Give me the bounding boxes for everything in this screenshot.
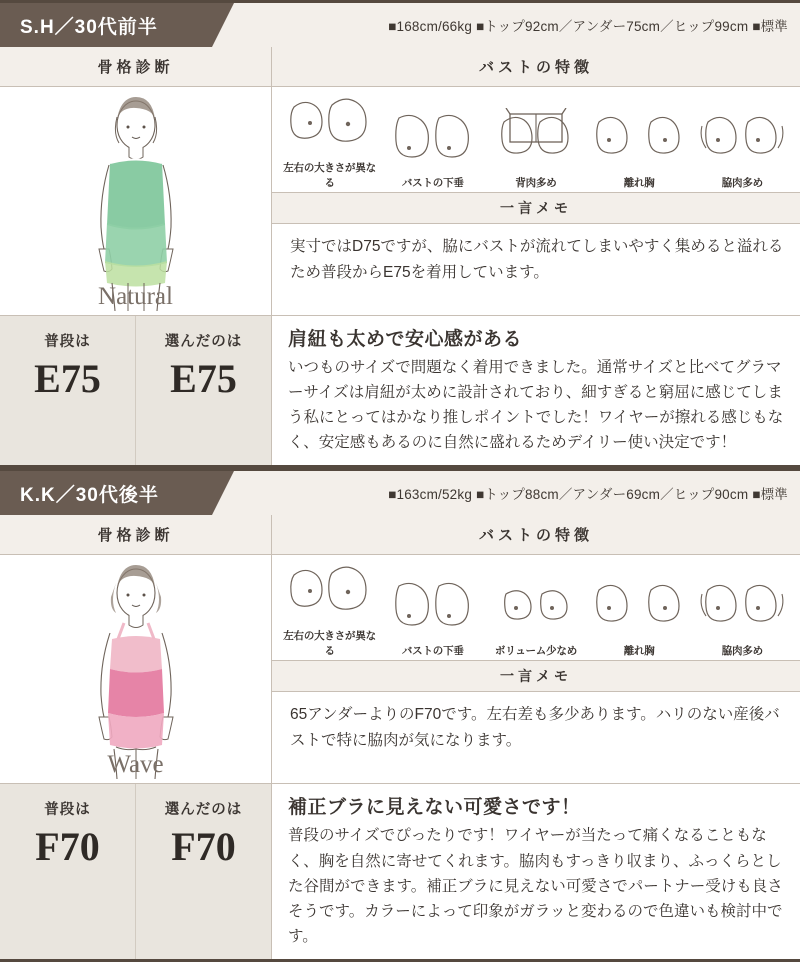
bust-feature-item: [282, 93, 378, 190]
column-header-bust-1: バストの特徴: [478, 59, 593, 76]
reviewer-stats-2: ■163cm/52kg ■トップ88cm／アンダー69cm／ヒップ90cm ■標準: [388, 487, 788, 503]
bust-feature-item: [591, 108, 687, 190]
comment-cell-1: [272, 316, 800, 465]
reviewer-stats-1: ■168cm/66kg ■トップ92cm／アンダー75cm／ヒップ99cm ■標準: [388, 19, 788, 34]
bust-feature-item: [488, 108, 584, 190]
bust-icon-sagging: [389, 576, 477, 636]
review-header-1: [0, 3, 800, 47]
usual-size-value-2: F70: [35, 824, 100, 870]
usual-size-label-1: 普段は: [44, 334, 91, 350]
comment-cell-2: [272, 784, 800, 959]
usual-size-box-1: [0, 316, 135, 465]
bust-feature-caption: バストの下垂: [401, 645, 464, 658]
review-body-1: [0, 87, 800, 316]
column-headers-2: [0, 515, 800, 555]
comment-text-1: いつものサイズで問題なく着用できました。通常サイズと比べてグラマーサイズは肩紐が太めに設計されており、細すぎると窮屈に感じてしまう私にとってはかなり推しポイントでした！ワイヤーが擦れる感じもなく、安定感もあるのに自然に盛れるためデイリー使い決定です！: [288, 359, 784, 452]
bust-feature-item: [488, 576, 584, 658]
bust-icon-side-fat: [698, 576, 786, 636]
bust-feature-item: [385, 576, 481, 658]
figure-cell-1: [0, 87, 272, 315]
usual-size-label-2: 普段は: [44, 802, 91, 819]
review-block-2: [0, 468, 800, 962]
column-header-skeleton-2: 骨格診断: [0, 515, 272, 554]
bust-feature-caption: 左右の大きさが異なる: [283, 630, 376, 658]
body-illustration-wave: [36, 561, 236, 783]
column-header-bust-2: バストの特徴: [478, 527, 593, 545]
bust-icon-wide-set: [595, 576, 683, 636]
bust-feature-row-2: [272, 555, 800, 660]
memo-header-2: 一言メモ: [272, 660, 800, 692]
bust-icon-sagging: [389, 108, 477, 168]
memo-text-2: 65アンダーよりのF70です。左右差も多少あります。ハリのない産後バストで特に脇肉が気になります。: [290, 706, 780, 749]
bust-feature-caption: 離れ胸: [623, 177, 655, 189]
review-bottom-2: [0, 784, 800, 962]
bust-feature-item: [591, 576, 687, 658]
skeleton-type-label-2: Wave: [107, 751, 164, 779]
comment-title-1: 肩紐も太めで安心感がある: [288, 329, 523, 350]
chosen-size-box-1: [135, 316, 271, 465]
review-block-1: [0, 0, 800, 468]
comment-text-2: 普段のサイズでぴったりです！ワイヤーが当たって痛くなることもなく、胸を自然に寄せてくれます。脇肉もすっきり収まり、ふっくらとした谷間ができます。補正ブラに見えない可愛さでパートナー受けも良さそうです。カラーによって印象がガラッと変わるので色違いも検討中です。: [288, 827, 783, 945]
bust-feature-caption: ボリューム少なめ: [494, 645, 578, 658]
bust-icon-back-fat: [492, 108, 580, 168]
figure-cell-2: [0, 555, 272, 783]
memo-header-1: 一言メモ: [272, 192, 800, 224]
chosen-size-box-2: [135, 784, 271, 959]
reviewer-name-1: S.H／30代前半: [0, 3, 212, 47]
bust-feature-item: [694, 108, 790, 190]
bust-icon-uneven: [286, 561, 374, 621]
review-body-2: [0, 555, 800, 784]
bust-icon-side-fat: [698, 108, 786, 168]
usual-size-value-1: E75: [34, 356, 101, 401]
bust-feature-caption: 背肉多め: [515, 177, 557, 189]
reviewer-name-2: K.K／30代後半: [0, 471, 212, 515]
usual-size-box-2: [0, 784, 135, 959]
column-headers-1: [0, 47, 800, 87]
chosen-size-value-2: F70: [171, 824, 236, 870]
review-bottom-1: [0, 316, 800, 468]
bust-feature-caption: 離れ胸: [623, 645, 655, 658]
chosen-size-label-1: 選んだのは: [164, 334, 243, 350]
bust-feature-caption: バストの下垂: [401, 177, 464, 189]
bust-feature-caption: 左右の大きさが異なる: [283, 162, 376, 189]
right-cell-2: [272, 555, 800, 783]
body-illustration-natural: [36, 93, 236, 315]
review-header-2: [0, 471, 800, 515]
bust-feature-row-1: [272, 87, 800, 192]
skeleton-type-label-1: Natural: [98, 283, 173, 310]
chosen-size-value-1: E75: [170, 356, 237, 401]
size-summary-1: [0, 316, 272, 465]
comment-title-2: 補正ブラに見えない可愛さです！: [288, 797, 581, 819]
bust-icon-wide-set: [595, 108, 683, 168]
bust-feature-caption: 脇肉多め: [721, 177, 763, 189]
bust-feature-item: [385, 108, 481, 190]
bust-feature-item: [282, 561, 378, 658]
bust-icon-uneven: [286, 93, 374, 153]
bust-feature-caption: 脇肉多め: [721, 645, 763, 658]
column-header-skeleton-1: 骨格診断: [0, 47, 272, 86]
memo-text-1: 実寸ではD75ですが、脇にバストが流れてしまいやすく集めると溢れるため普段からE75を着用しています。: [290, 238, 784, 281]
chosen-size-label-2: 選んだのは: [164, 802, 243, 819]
bust-feature-item: [694, 576, 790, 658]
bust-icon-low-volume: [492, 576, 580, 636]
size-summary-2: [0, 784, 272, 959]
right-cell-1: [272, 87, 800, 315]
